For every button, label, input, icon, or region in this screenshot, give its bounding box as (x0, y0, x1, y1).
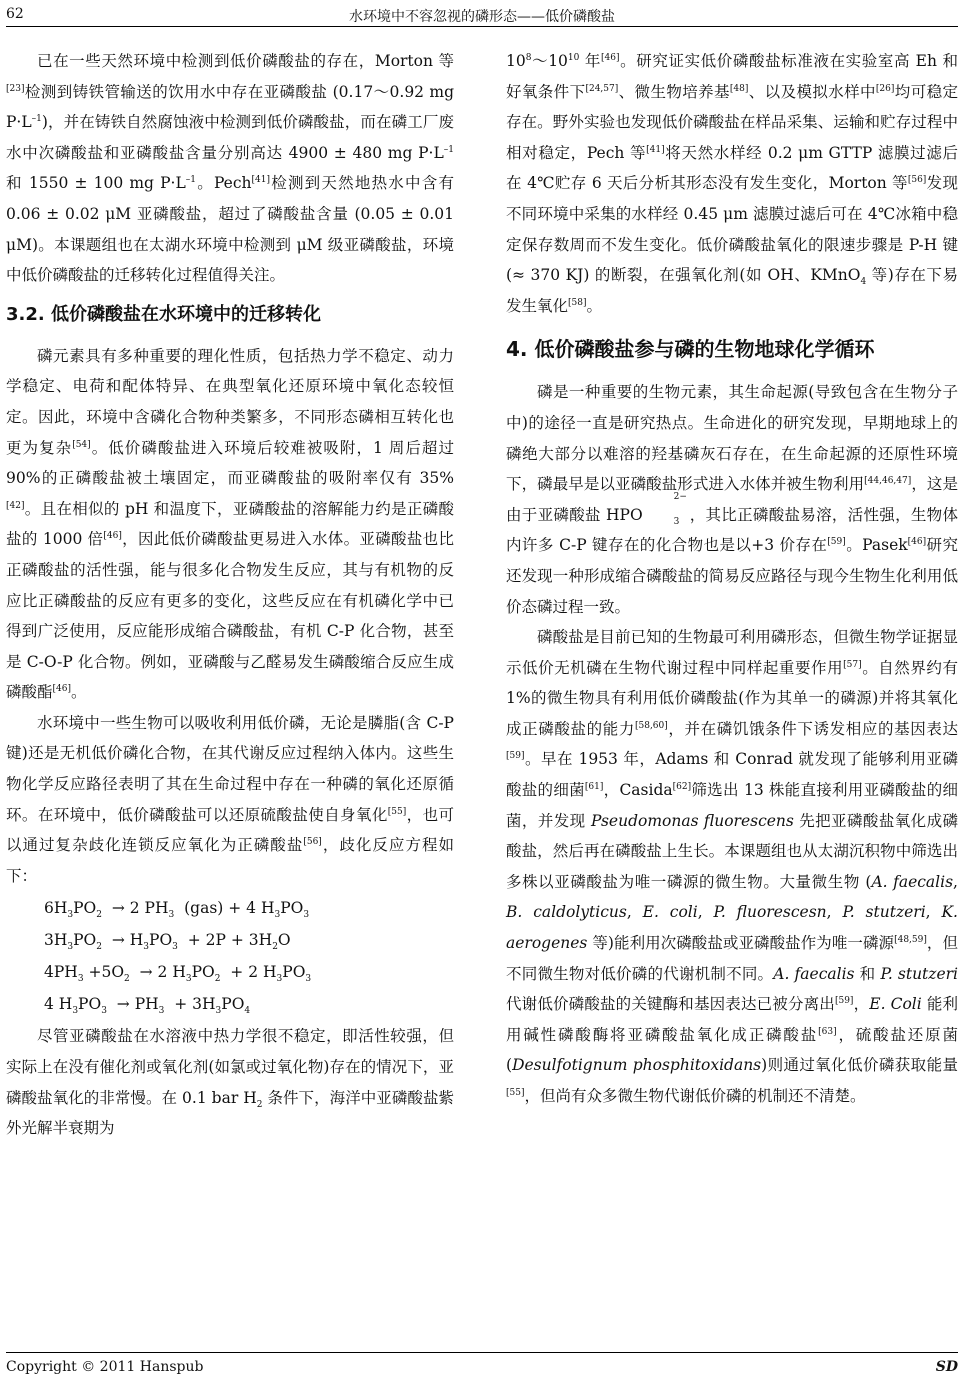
equation-4: 4 $H_3PO_3 \to PH_3 + 3H_3PO_4$ (44, 995, 251, 1017)
paragraph-microbes: 磷酸盐是目前已知的生物最可利用磷形态，但微生物学证据显示低价无机磷在生物代谢过程中同样起重要作用[57]。自然界约有 1%的微生物具有利用低价磷酸盐(作为其单一的磷源)并将其氧化成正磷酸盐的能力[58,60]，并在磷饥饿条件下诱发相应的基因表达[59]。早在 1953 年，Adams 和 Conrad 就发现了能够利用亚磷酸盐的细菌[61]，Casida[62]筛选出 13 株能直接利用亚磷酸盐的细菌，并发现 Pseudomonas fluorescens 先把亚磷酸盐氧化成磷酸盐，然后再在磷酸盐上生长。本课题组也从太湖沉积物中筛选出多株以亚磷酸盐为唯一磷源的微生物。大量微生物 (A. faecalis, B. caldolyticus, E. coli, P. fluorescesn, P. stutzeri, K. aerogenes 等)能利用次磷酸盐或亚磷酸盐作为唯一磷源[48,59]，但不同微生物对低价磷的代谢机制不同。A. faecalis 和 P. stutzeri 代谢低价磷酸盐的关键酶和基因表达已被分离出[59]，E. Coli 能利用碱性磷酸酶将亚磷酸盐氧化成正磷酸盐[63]，硫酸盐还原菌(Desulfotignum phosphitoxidans)则通过氧化低价磷获取能量[55]，但尚有众多微生物代谢低价磷的机制还不清楚。 (506, 628, 958, 1105)
equation-block (6, 893, 454, 1019)
paragraph-origin: 磷是一种重要的生物元素，其生命起源(导致包含在生物分子中)的途径一直是研究热点。生命进化的研究发现，早期地球上的磷绝大部分以难溶的羟基磷灰石存在，在生命起源的还原性环境下，磷最早是以亚磷酸盐形式进入水体并被生物利用[44,46,47]，这是由于亚磷酸盐 HPO 2− $_3$ ，其比正磷酸盐易溶，活性强，生物体内许多 C-P 键存在的化合物也是以+3 价存在[59]。Pasek[46]研究还发现一种形成缩合磷酸盐的简易反应路径与现今生物生化利用低价态磷过程一致。 (506, 383, 958, 616)
paragraph-half-life: $10^8\sim 10^{10}$ 年[46]。研究证实低价磷酸盐标准液在实验室高 Eh 和好氧条件下[24,57]、微生物培养基[48]、以及模拟水样中[26]均可稳定存在。野外实验也发现低价磷酸盐在样品采集、运输和贮存过程中相对稳定，Pech 等[41]将天然水样经 0.2 μm GTTP 滤膜过滤后在 4℃贮存 6 天后分析其形态没有发生变化，Morton 等[56]发现不同环境中采集的水样经 0.45 μm 滤膜过滤后可在 4℃冰箱中稳定保存数周而不发生变化。低价磷酸盐氧化的限速步骤是 P-H 键 (≈ 370 KJ) 的断裂，在强氧化剂(如 OH、KMnO$_4$ 等)存在下易发生氧化[58]。 (506, 52, 959, 315)
equation-3: $4PH_3 +5O_2 \to 2$ $H_3PO_2 + 2$ $H_3PO_3$ (44, 963, 312, 985)
paragraph-detection: 已在一些天然环境中检测到低价磷酸盐的存在，Morton 等[23]检测到铸铁管输送的饮用水中存在亚磷酸盐 (0.17～0.92 mg $P\cdot L^{-1}$)，并在铸铁自然腐蚀液中检测到低价磷酸盐，而在磷工厂废水中次磷酸盐和亚磷酸盐含量分别高达 4900 ± 480 mg $P\cdot L^{-1}$ 和 1550 ± 100 mg $P\cdot L^{-1}$。Pech[41]检测到天然地热水中含有 0.06 ± 0.02 μM 亚磷酸盐，超过了磷酸盐含量 (0.05 ± 0.01 μM)。本课题组也在太湖水环境中检测到 μM 级亚磷酸盐，环境中低价磷酸盐的迁移转化过程值得关注。 (6, 52, 454, 285)
section-heading-3-2: 3.2. 低价磷酸盐在水环境中的迁移转化 (6, 303, 321, 325)
journal-abbrev: SD (935, 1359, 958, 1375)
equation-1: $6H_3PO_2 \to 2$ $PH_3$ (gas) + 4 $H_3PO_3$ (44, 899, 310, 921)
copyright: Copyright © 2011 Hanspub (6, 1359, 204, 1375)
running-title: 水环境中不容忽视的磷形态——低价磷酸盐 (349, 9, 615, 25)
page-footer (6, 1352, 958, 1381)
section-heading-4: 4. 低价磷酸盐参与磷的生物地球化学循环 (506, 337, 875, 362)
paragraph-migration: 磷元素具有多种重要的理化性质，包括热力学不稳定、动力学稳定、电荷和配体特异、在典型氧化还原环境中氧化态较恒定。因此，环境中含磷化合物种类繁多，不同形态磷相互转化也更为复杂[54]。低价磷酸盐进入环境后较难被吸附，1 周后超过 90%的正磷酸盐被土壤固定，而亚磷酸盐的吸附率仅有 35%[42]。且在相似的 pH 和温度下，亚磷酸盐的溶解能力约是正磷酸盐的 1000 倍[46]，因此低价磷酸盐更易进入水体。亚磷酸盐也比正磷酸盐的活性强，能与很多化合物发生反应，其与有机物的反应比正磷酸盐的反应有更多的变化，这些反应在有机磷化学中已得到广泛使用，反应能形成缩合磷酸盐，有机 C-P 化合物，甚至是 C-O-P 化合物。例如，亚磷酸与乙醛易发生磷酸缩合反应生成磷酸酯[46]。 (6, 346, 454, 702)
left-column (6, 46, 454, 1144)
paragraph-stability: 尽管亚磷酸盐在水溶液中热力学很不稳定，即活性较强，但实际上在没有催化剂或氧化剂(如氯或过氧化物)存在的情况下，亚磷酸盐氧化的非常慢。在 0.1 bar $H_2$ 条件下，海洋中亚磷酸盐紫外光解半衰期为 (6, 1027, 454, 1138)
page-header (6, 4, 958, 27)
equation-2: $3H_3PO_2 \to H_3PO_3 + 2P + 3H_2O$ (44, 931, 291, 953)
right-column (506, 46, 958, 1112)
page-number: 62 (6, 6, 24, 22)
paragraph-redox-cycle: 水环境中一些生物可以吸收利用低价磷，无论是膦脂(含 C-P 键)还是无机低价磷化合物，在其代谢反应过程纳入体内。这些生物化学反应路径表明了其在生命过程中存在一种磷的氧化还原循环。在环境中，低价磷酸盐可以还原硫酸盐使自身氧化[55]，也可以通过复杂歧化连锁反应氧化为正磷酸盐[56]，歧化反应方程如下： (6, 713, 454, 885)
